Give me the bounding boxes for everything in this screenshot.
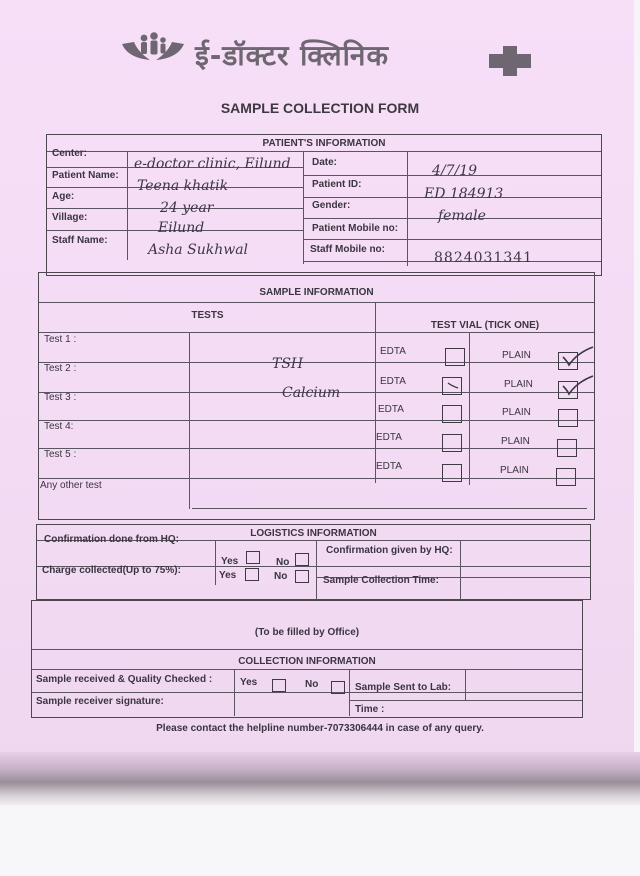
age-label: Age: [52,191,75,202]
plain-label: PLAIN [501,436,530,447]
edta-checkbox[interactable] [442,405,462,423]
tick-mark-icon [446,379,460,391]
plain-checkbox[interactable] [558,409,578,427]
other-test-label: Any other test [40,480,102,491]
form-title: SAMPLE COLLECTION FORM [220,100,420,116]
received-no-checkbox[interactable] [331,681,345,694]
no-label: No [274,571,288,582]
patient-info-title: PATIENT'S INFORMATION [262,138,386,149]
patient-id-label: Patient ID: [312,179,362,190]
collection-time-label: Sample Collection Time: [323,575,439,586]
test-value: TSH [272,356,304,372]
gender-label: Gender: [312,200,351,211]
age-value: 24 year [160,200,214,216]
edta-label: EDTA [380,376,406,387]
no-label: No [276,557,290,568]
test-row-label: Test 1 : [44,334,77,345]
collection-info-title: COLLECTION INFORMATION [238,656,376,667]
charge-no-checkbox[interactable] [295,570,309,583]
edta-label: EDTA [380,346,406,357]
yes-label: Yes [219,570,237,581]
edta-checkbox[interactable] [442,464,462,482]
charge-yes-checkbox[interactable] [245,568,259,581]
confirmation-no-checkbox[interactable] [295,553,309,566]
edta-label: EDTA [376,461,402,472]
caring-hands-logo-icon [120,30,186,62]
plain-label: PLAIN [504,379,533,390]
village-label: Village: [52,212,88,223]
confirmation-given-label: Confirmation given by HQ: [326,545,453,556]
helpline-suffix: in case of any query. [382,723,484,734]
tests-header: TESTS [191,310,224,321]
confirmation-hq-label: Confirmation done from HQ: [44,534,179,545]
sent-to-lab-label: Sample Sent to Lab: [355,682,452,693]
received-quality-label: Sample received & Quality Checked : [36,674,213,685]
patient-id-value: ED 184913 [424,186,504,202]
yes-label: Yes [221,556,239,567]
sample-info-title: SAMPLE INFORMATION [259,287,374,298]
edta-checkbox[interactable] [442,434,462,452]
yes-label: Yes [240,677,258,688]
no-label: No [305,679,319,690]
plain-checkbox[interactable] [557,439,577,457]
test-row-label: Test 3 : [44,392,77,403]
helpline-note [0,723,640,734]
center-value: e-doctor clinic, Eilund [134,156,291,172]
tick-mark-icon [561,374,595,396]
medical-cross-icon [487,44,533,78]
plain-label: PLAIN [502,407,531,418]
confirmation-yes-checkbox[interactable] [246,551,260,564]
edta-checkbox[interactable] [445,348,465,366]
date-label: Date: [312,157,338,168]
paper-fold-shadow [0,752,640,807]
village-value: Eilund [158,220,205,236]
scan-background [0,805,640,876]
edta-label: EDTA [376,432,402,443]
time-label: Time : [355,704,385,715]
test-row-label: Test 5 : [44,449,77,460]
staff-mobile-value: 8824031341 [434,250,534,266]
vial-header: TEST VIAL (TICK ONE) [430,320,540,331]
gender-value: female [438,208,486,224]
office-note: (To be filled by Office) [254,627,360,638]
test-row-label: Test 2 : [44,363,77,374]
patient-name-value: Teena khatik [137,178,229,194]
receiver-signature-label: Sample receiver signature: [36,696,164,707]
helpline-number: 7073306444 [327,723,383,734]
date-value: 4/7/19 [432,163,478,179]
patient-mobile-label: Patient Mobile no: [312,223,399,234]
plain-checkbox[interactable] [556,468,576,486]
plain-label: PLAIN [500,465,529,476]
charge-label: Charge collected(Up to 75%): [42,565,181,576]
received-yes-checkbox[interactable] [272,679,286,692]
test-value: Calcium [282,385,341,401]
staff-mobile-label: Staff Mobile no: [310,244,385,255]
plain-label: PLAIN [502,350,531,361]
clinic-logo-text: ई-डॉक्टर क्लिनिक [195,39,389,72]
patient-name-label: Patient Name: [52,170,119,181]
staff-name-value: Asha Sukhwal [148,242,249,258]
helpline-prefix: Please contact the helpline number- [156,723,328,734]
edta-label: EDTA [378,404,404,415]
logistics-title: LOGISTICS INFORMATION [250,528,377,539]
staff-name-label: Staff Name: [52,235,108,246]
tick-mark-icon [561,345,595,367]
test-row-label: Test 4: [44,421,74,432]
center-label: Center: [52,148,88,159]
